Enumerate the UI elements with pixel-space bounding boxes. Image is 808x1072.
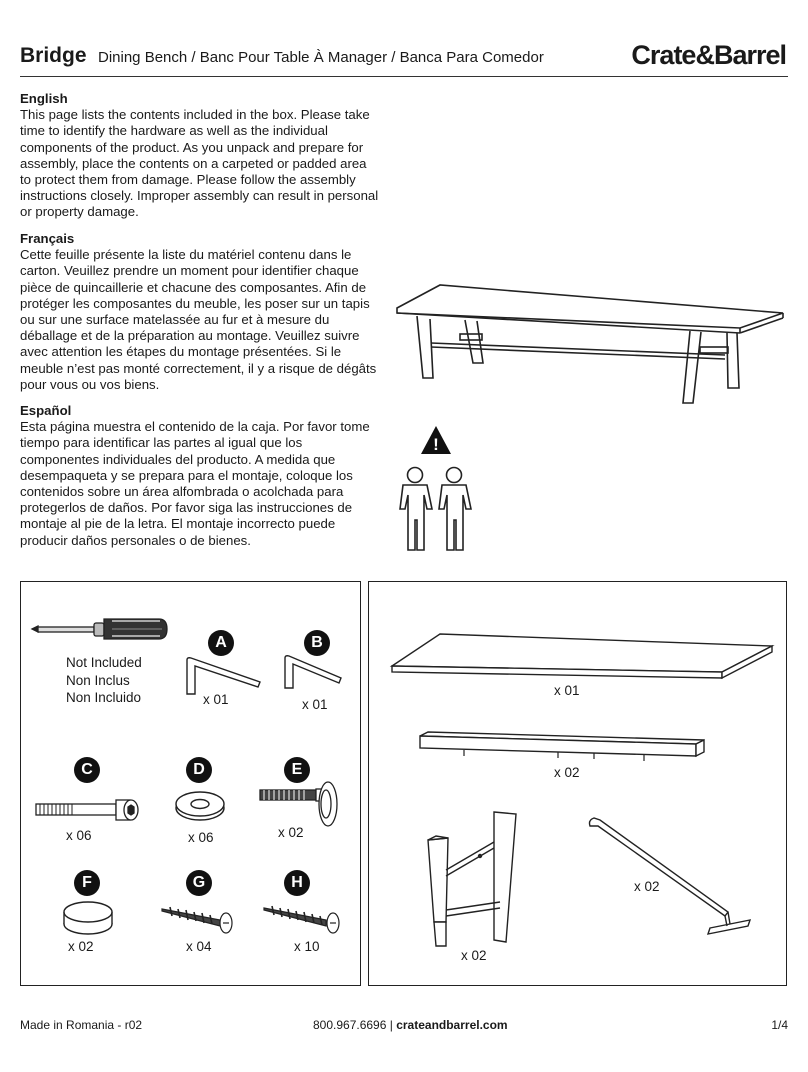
header [20,40,788,80]
part-qty-c: x 06 [66,828,92,843]
part-qty-f: x 02 [68,939,94,954]
part-qty-a: x 01 [203,692,229,707]
section-french [20,231,380,393]
brand-logo: Crate&Barrel [631,40,786,70]
part-qty-e: x 02 [278,825,304,840]
not-included-label [66,654,142,707]
not-included-en: Not Included [66,655,142,670]
component-qty-2: x 02 [554,765,580,780]
section-body: This page lists the contents included in the box. Please take time to identify the hardware as well as the individual components of the product. As you unpack and prepare for assembly, place the contents on a carpeted or padded area to protect them from damage. Please follow the assembly instructions closely. Improper assembly can result in personal or property damage. [20,107,379,220]
header-divider [20,76,788,77]
washer-d-icon [174,790,226,822]
part-letter-a: A [208,630,234,656]
allen-key-b-icon [283,654,345,690]
not-included-fr: Non Inclus [66,672,130,688]
brace-part [586,816,756,940]
screwdriver-icon [32,612,172,647]
product-subtitle: Dining Bench / Banc Pour Table À Manager / Banca Para Comedor [98,49,544,66]
component-qty-3: x 02 [461,948,487,963]
section-heading: Español [20,403,72,418]
part-letter-b: B [304,630,330,656]
warning-icon [420,425,452,455]
part-letter-c: C [74,757,100,783]
product-title: Bridge [20,44,87,67]
part-qty-g: x 04 [186,939,212,954]
felt-pad-f-icon [62,900,114,936]
section-heading: Français [20,231,75,246]
part-qty-d: x 06 [188,830,214,845]
part-letter-d: D [186,757,212,783]
part-letter-g: G [186,870,212,896]
bench-illustration [395,283,785,408]
allen-key-a-icon [185,656,265,696]
part-letter-e: E [284,757,310,783]
section-spanish [20,403,380,549]
leg-frame-part [424,810,524,950]
component-qty-1: x 01 [554,683,580,698]
two-person-icon [398,466,473,552]
footer-contact [313,1018,508,1032]
part-qty-b: x 01 [302,697,328,712]
page-number: 1/4 [771,1018,788,1032]
warning-symbol: ! [433,435,439,454]
part-letter-h: H [284,870,310,896]
part-qty-h: x 10 [294,939,320,954]
footer-phone: 800.967.6696 | [313,1018,393,1032]
rail-part [418,730,708,764]
part-letter-f: F [74,870,100,896]
section-english [20,91,380,221]
section-body: Cette feuille présente la liste du matériel contenu dans le carton. Veuillez prendre un moment pour identifier chaque pièce de quincaillerie et chacune des composantes. Afin de protéger les composantes du meuble, les poser sur un tapis ou sur une surface matelassée au fur et à mesure du déballage et de la préparation au montage. Veuillez suivre avec attention les étapes du montage présentées. Si le meuble n’est pas monté correctement, il y a risque de dégâts pour vous ou vos biens. [20,247,377,392]
bench-top-part [390,632,774,682]
section-heading: English [20,91,68,106]
screw-g-icon [160,904,240,934]
leveler-e-icon [256,780,346,830]
screw-h-icon [262,904,347,934]
footer-website[interactable]: crateandbarrel.com [396,1018,508,1032]
section-body: Esta página muestra el contenido de la caja. Por favor tome tiempo para identificar las partes al igual que los componentes individuales del producto. A medida que desempaqueta y se prepara para el montaje, coloque los contenidos sobre un área alfombrada o acolchada para protegerlos de daños. Por favor siga las instrucciones de montaje al pie de la letra. El montaje incorrecto puede producir daños personales o de bienes. [20,419,370,548]
bolt-c-icon [35,794,145,830]
footer-origin: Made in Romania - r02 [20,1018,143,1032]
not-included-es: Non Incluido [66,690,142,705]
component-qty-4: x 02 [634,879,660,894]
